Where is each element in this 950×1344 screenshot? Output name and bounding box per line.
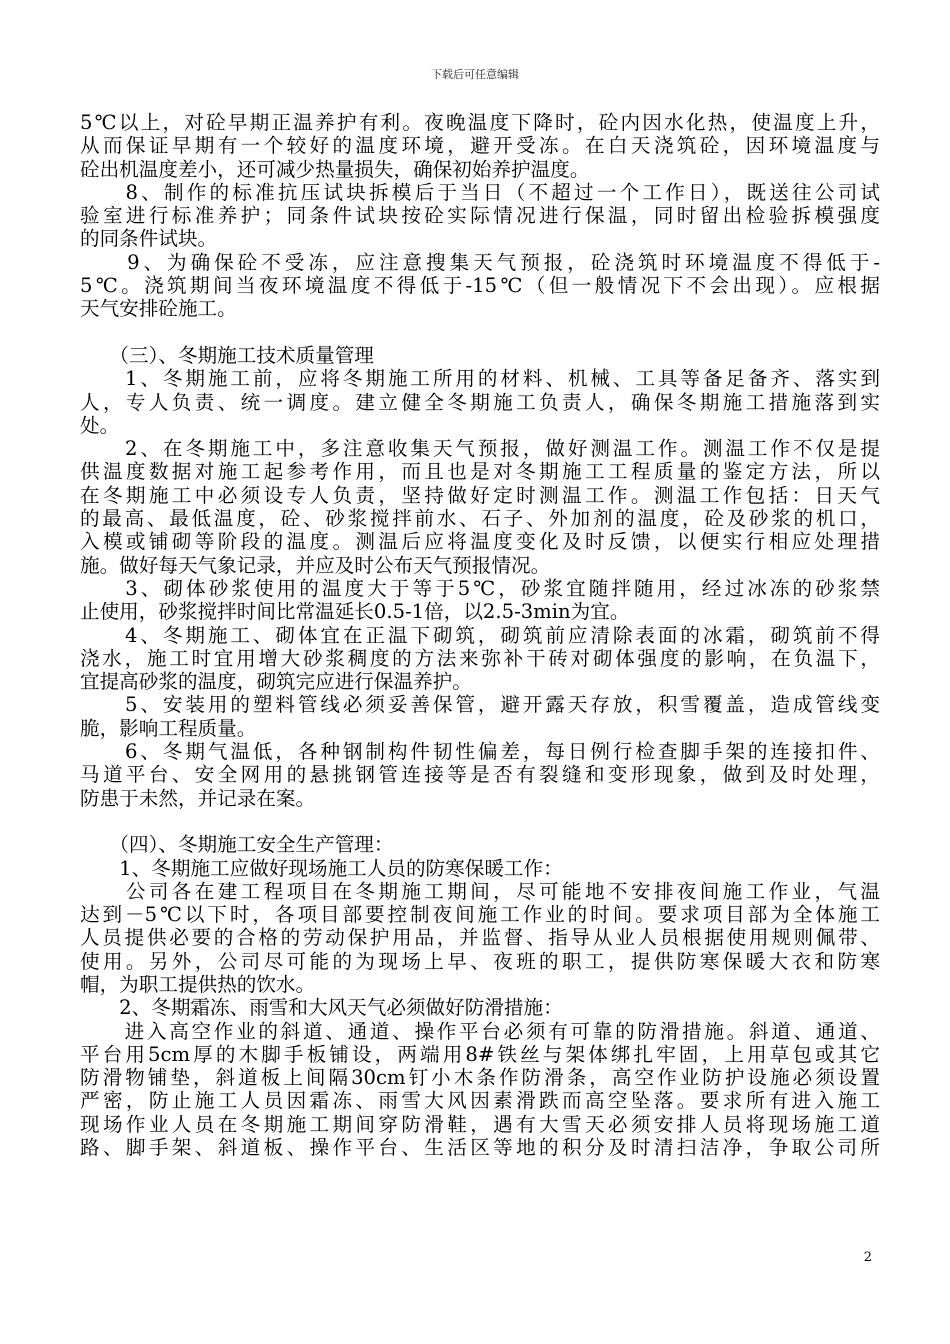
- text-line: 6、冬期气温低，各种钢制构件韧性偏差，每日例行检查脚手架的连接扣件、: [80, 740, 880, 764]
- text-line: 5、安装用的塑料管线必须妥善保管，避开露天存放，积雪覆盖，造成管线变: [80, 693, 880, 717]
- text-line: 帽，为职工提供热的饮水。: [80, 972, 316, 996]
- text-line: 入模或铺砌等阶段的温度。测温后应将温度变化及时反馈，以便实行相应处理措: [80, 530, 880, 554]
- text-line: 2、在冬期施工中，多注意收集天气预报，做好测温工作。测温工作不仅是提: [80, 437, 880, 461]
- page-header: 下载后可任意编辑: [431, 68, 519, 81]
- page-number: 2: [863, 1250, 872, 1265]
- text-line: 验室进行标准养护；同条件试块按砼实际情况进行保温，同时留出检验拆模强度: [80, 204, 880, 228]
- text-line: 人员提供必要的合格的劳动保护用品，并监督、指导从业人员根据使用规则佩带、: [80, 926, 880, 950]
- text-line: 公司各在建工程项目在冬期施工期间，尽可能地不安排夜间施工作业，气温: [80, 879, 880, 903]
- text-line: 人，专人负责、统一调度。建立健全冬期施工负责人，确保冬期施工措施落到实: [80, 390, 880, 414]
- text-line: 平台用5cm厚的木脚手板铺设，两端用8#铁丝与架体绑扎牢固，上用草包或其它: [80, 1042, 880, 1066]
- text-line: 严密，防止施工人员因霜冻、雨雪大风因素滑跌而高空坠落。要求所有进入施工: [80, 1089, 880, 1113]
- blank-line: [80, 321, 880, 344]
- text-line: 天气安排砼施工。: [80, 297, 237, 321]
- text-line: 的同条件试块。: [80, 227, 218, 251]
- text-line: 防患于未然，并记录在案。: [80, 786, 316, 810]
- text-line: 从而保证早期有一个较好的温度环境，避开受冻。在白天浇筑砼，因环境温度与: [80, 134, 880, 158]
- section-heading: （四）、冬期施工安全生产管理：: [80, 833, 394, 857]
- text-line: 供温度数据对施工起参考作用，而且也是对冬期施工工程质量的鉴定方法，所以: [80, 460, 880, 484]
- text-line: 进入高空作业的斜道、通道、操作平台必须有可靠的防滑措施。斜道、通道、: [80, 1019, 880, 1043]
- text-line: 处。: [80, 413, 120, 437]
- section-heading: （三）、冬期施工技术质量管理: [80, 343, 374, 367]
- text-line: 防滑物铺垫，斜道板上间隔30cm钉小木条作防滑条，高空作业防护设施必须设置: [80, 1066, 880, 1090]
- text-line: 浇水，施工时宜用增大砂浆稠度的方法来弥补干砖对砌体强度的影响，在负温下，: [80, 646, 880, 670]
- blank-line: [80, 810, 880, 833]
- text-line: 脆，影响工程质量。: [80, 716, 257, 740]
- text-line: 现场作业人员在冬期施工期间穿防滑鞋，遇有大雪天必须安排人员将现场施工道: [80, 1112, 880, 1136]
- text-line: 砼出机温度差小，还可减少热量损失，确保初始养护温度。: [80, 157, 590, 181]
- text-line: 施。做好每天气象记录，并应及时公布天气预报情况。: [80, 553, 551, 577]
- text-line: 使用。另外，公司尽可能的为现场上早、夜班的职工，提供防寒保暖大衣和防寒: [80, 949, 880, 973]
- text-line: 9、为确保砼不受冻，应注意搜集天气预报，砼浇筑时环境温度不得低于-: [80, 250, 880, 274]
- text-line: 8、制作的标准抗压试块拆模后于当日（不超过一个工作日），既送往公司试: [80, 180, 880, 204]
- text-line: 宜提高砂浆的温度，砌筑完应进行保温养护。: [80, 670, 472, 694]
- text-line: 达到－5℃以下时，各项目部要控制夜间施工作业的时间。要求项目部为全体施工: [80, 903, 880, 927]
- text-line: 止使用，砂浆搅拌时间比常温延长0.5-1倍，以2.5-3min为宜。: [80, 600, 630, 624]
- text-line: 5℃。浇筑期间当夜环境温度不得低于-15℃（但一般情况下不会出现）。应根据: [80, 274, 880, 298]
- text-line: 5℃以上，对砼早期正温养护有利。夜晚温度下降时，砼内因水化热，使温度上升，: [80, 111, 880, 134]
- document-body: [80, 111, 880, 1159]
- text-line: 2、冬期霜冻、雨雪和大风天气必须做好防滑措施：: [80, 996, 563, 1020]
- text-line: 路、脚手架、斜道板、操作平台、生活区等地的积分及时清扫洁净，争取公司所: [80, 1136, 880, 1160]
- text-line: 3、砌体砂浆使用的温度大于等于5℃，砂浆宜随拌随用，经过冰冻的砂浆禁: [80, 576, 880, 600]
- text-line: 4、冬期施工、砌体宜在正温下砌筑，砌筑前应清除表面的冰霜，砌筑前不得: [80, 623, 880, 647]
- text-line: 在冬期施工中必须设专人负责，坚持做好定时测温工作。测温工作包括：日天气: [80, 483, 880, 507]
- text-line: 的最高、最低温度，砼、砂浆搅拌前水、石子、外加剂的温度，砼及砂浆的机口，: [80, 507, 880, 531]
- text-line: 1、冬期施工应做好现场施工人员的防寒保暖工作：: [80, 856, 563, 880]
- text-line: 马道平台、安全网用的悬挑钢管连接等是否有裂缝和变形现象，做到及时处理，: [80, 763, 880, 787]
- text-line: 1、冬期施工前，应将冬期施工所用的材料、机械、工具等备足备齐、落实到: [80, 367, 880, 391]
